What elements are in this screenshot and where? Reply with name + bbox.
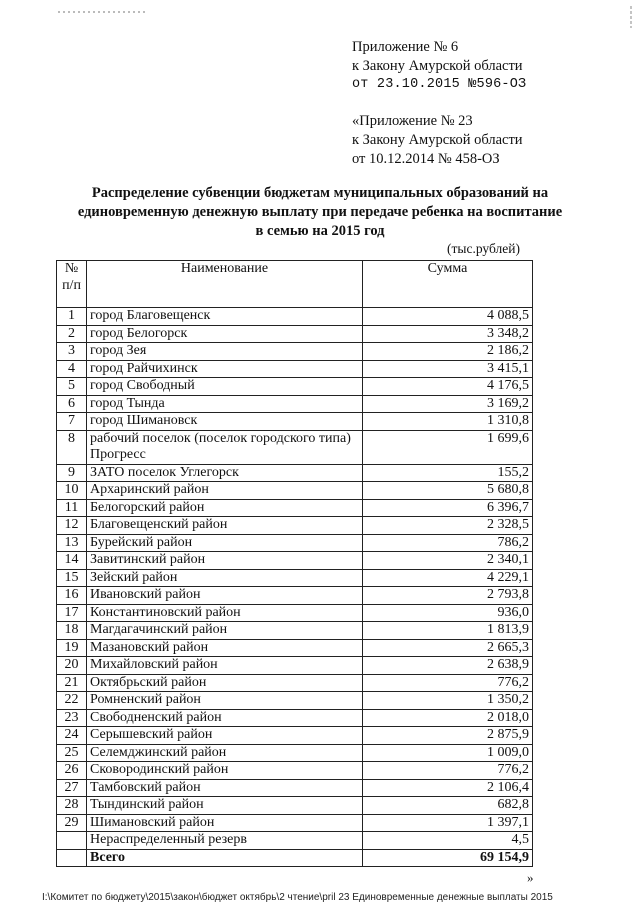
row-name-cell: Белогорский район (87, 499, 363, 517)
row-name-cell: Тамбовский район (87, 779, 363, 797)
law-reference-previous: к Закону Амурской области (352, 132, 523, 148)
table-row (57, 413, 533, 431)
row-sum-cell: 4 088,5 (363, 308, 533, 326)
row-num-cell: 11 (57, 499, 87, 517)
document-title (40, 184, 600, 241)
scan-corner-mark (627, 6, 635, 28)
row-sum-cell: 2 328,5 (363, 517, 533, 535)
row-name-cell: Михайловский район (87, 657, 363, 675)
row-name-cell: город Зея (87, 343, 363, 361)
row-num-cell: 15 (57, 569, 87, 587)
row-sum-cell: 2 340,1 (363, 552, 533, 570)
table-body (57, 308, 533, 850)
row-sum-cell: 4 229,1 (363, 569, 533, 587)
row-num-cell: 12 (57, 517, 87, 535)
table-row (57, 814, 533, 832)
row-name-cell: Мазановский район (87, 639, 363, 657)
row-num-cell: 21 (57, 674, 87, 692)
row-sum-cell: 3 415,1 (363, 360, 533, 378)
row-name-cell: Тындинский район (87, 797, 363, 815)
row-sum-cell: 1 009,0 (363, 744, 533, 762)
column-header-name: Наименование (87, 261, 363, 308)
row-sum-cell: 2 875,9 (363, 727, 533, 745)
table-row (57, 395, 533, 413)
title-line-2: единовременную денежную выплату при передаче ребенка на воспитание (77, 204, 563, 220)
row-name-cell: Свободненский район (87, 709, 363, 727)
row-sum-cell: 1 699,6 (363, 430, 533, 464)
row-name-cell: Сковородинский район (87, 762, 363, 780)
row-name-cell: Завитинский район (87, 552, 363, 570)
table-row (57, 378, 533, 396)
total-num-cell (57, 849, 87, 867)
row-num-cell: 22 (57, 692, 87, 710)
row-sum-cell: 776,2 (363, 762, 533, 780)
table-row (57, 709, 533, 727)
row-num-cell: 3 (57, 343, 87, 361)
title-line-3: в семью на 2015 год (255, 223, 385, 239)
table-row (57, 779, 533, 797)
row-num-cell: 17 (57, 604, 87, 622)
row-num-cell: 9 (57, 464, 87, 482)
row-num-cell: 23 (57, 709, 87, 727)
row-name-cell: Архаринский район (87, 482, 363, 500)
file-path-footer: I:\Комитет по бюджету\2015\закон\бюджет октябрь\2 чтение\pril 23 Единовременные денежные выплаты 2015 (42, 892, 553, 903)
row-sum-cell: 936,0 (363, 604, 533, 622)
table-row (57, 692, 533, 710)
row-num-cell: 26 (57, 762, 87, 780)
row-sum-cell: 786,2 (363, 534, 533, 552)
row-sum-cell: 5 680,8 (363, 482, 533, 500)
table-row (57, 482, 533, 500)
table-row (57, 727, 533, 745)
closing-quote: » (527, 870, 534, 885)
scan-artifact-mark (58, 8, 148, 16)
table-total-row (57, 849, 533, 867)
units-label: (тыс.рублей) (447, 241, 520, 256)
row-name-cell: Бурейский район (87, 534, 363, 552)
distribution-table (56, 260, 533, 867)
table-row (57, 569, 533, 587)
row-sum-cell: 776,2 (363, 674, 533, 692)
row-num-cell: 28 (57, 797, 87, 815)
row-num-cell: 14 (57, 552, 87, 570)
row-num-cell: 16 (57, 587, 87, 605)
table-row (57, 657, 533, 675)
row-sum-cell: 4 176,5 (363, 378, 533, 396)
law-date-line-previous: от 10.12.2014 № 458-ОЗ (352, 151, 500, 167)
table-row (57, 534, 533, 552)
row-num-cell: 29 (57, 814, 87, 832)
row-name-cell: Магдагачинский район (87, 622, 363, 640)
row-sum-cell: 155,2 (363, 464, 533, 482)
row-sum-cell: 6 396,7 (363, 499, 533, 517)
table-row (57, 325, 533, 343)
row-num-cell: 8 (57, 430, 87, 464)
row-sum-cell: 1 350,2 (363, 692, 533, 710)
title-line-1: Распределение субвенции бюджетам муниципальных образований на (91, 185, 549, 201)
table-row (57, 360, 533, 378)
row-num-cell: 5 (57, 378, 87, 396)
row-name-cell: город Тында (87, 395, 363, 413)
row-num-cell: 6 (57, 395, 87, 413)
table-header-row (57, 261, 533, 308)
table-row (57, 464, 533, 482)
table-row (57, 797, 533, 815)
row-sum-cell: 2 793,8 (363, 587, 533, 605)
column-header-num: № п/п (57, 261, 87, 308)
row-name-cell: Ивановский район (87, 587, 363, 605)
row-name-cell: Константиновский район (87, 604, 363, 622)
row-name-cell: город Шимановск (87, 413, 363, 431)
row-sum-cell: 1 813,9 (363, 622, 533, 640)
row-name-cell: город Благовещенск (87, 308, 363, 326)
row-sum-cell: 3 348,2 (363, 325, 533, 343)
table-row (57, 552, 533, 570)
row-name-cell: Октябрьский район (87, 674, 363, 692)
row-num-cell: 19 (57, 639, 87, 657)
row-num-cell (57, 832, 87, 850)
total-sum-cell: 69 154,9 (363, 849, 533, 867)
table-row (57, 308, 533, 326)
table-row (57, 622, 533, 640)
row-name-cell: город Райчихинск (87, 360, 363, 378)
row-num-cell: 4 (57, 360, 87, 378)
row-num-cell: 13 (57, 534, 87, 552)
table-row (57, 587, 533, 605)
table-row (57, 604, 533, 622)
row-sum-cell: 682,8 (363, 797, 533, 815)
table-row (57, 744, 533, 762)
row-sum-cell: 2 638,9 (363, 657, 533, 675)
row-num-cell: 10 (57, 482, 87, 500)
row-name-cell: город Свободный (87, 378, 363, 396)
row-num-cell: 20 (57, 657, 87, 675)
row-name-cell: Шимановский район (87, 814, 363, 832)
row-name-cell: Благовещенский район (87, 517, 363, 535)
row-sum-cell: 2 018,0 (363, 709, 533, 727)
table-row (57, 430, 533, 464)
row-sum-cell: 2 186,2 (363, 343, 533, 361)
table-row (57, 343, 533, 361)
row-num-cell: 2 (57, 325, 87, 343)
law-reference: к Закону Амурской области (352, 58, 523, 74)
row-sum-cell: 1 397,1 (363, 814, 533, 832)
row-name-cell: Селемджинский район (87, 744, 363, 762)
table-row (57, 499, 533, 517)
row-num-cell: 7 (57, 413, 87, 431)
row-name-cell: Ромненский район (87, 692, 363, 710)
row-num-cell: 25 (57, 744, 87, 762)
appendix-current: Приложение № 6 (352, 39, 459, 55)
row-sum-cell: 3 169,2 (363, 395, 533, 413)
column-header-sum: Сумма (363, 261, 533, 308)
row-sum-cell: 1 310,8 (363, 413, 533, 431)
total-label-cell: Всего (87, 849, 363, 867)
row-name-cell: Зейский район (87, 569, 363, 587)
row-num-cell: 1 (57, 308, 87, 326)
row-name-cell: Серышевский район (87, 727, 363, 745)
row-num-cell: 18 (57, 622, 87, 640)
row-sum-cell: 4,5 (363, 832, 533, 850)
table-row (57, 639, 533, 657)
row-name-cell: рабочий поселок (поселок городского типа) Прогресс (87, 430, 363, 464)
table-row (57, 832, 533, 850)
row-num-cell: 27 (57, 779, 87, 797)
row-name-cell: ЗАТО поселок Углегорск (87, 464, 363, 482)
row-num-cell: 24 (57, 727, 87, 745)
table-row (57, 517, 533, 535)
row-sum-cell: 2 106,4 (363, 779, 533, 797)
row-name-cell: Нераспределенный резерв (87, 832, 363, 850)
appendix-previous: «Приложение № 23 (352, 113, 473, 129)
law-date-line: от 23.10.2015 №596-ОЗ (352, 77, 527, 92)
table-row (57, 762, 533, 780)
table-row (57, 674, 533, 692)
row-name-cell: город Белогорск (87, 325, 363, 343)
row-sum-cell: 2 665,3 (363, 639, 533, 657)
